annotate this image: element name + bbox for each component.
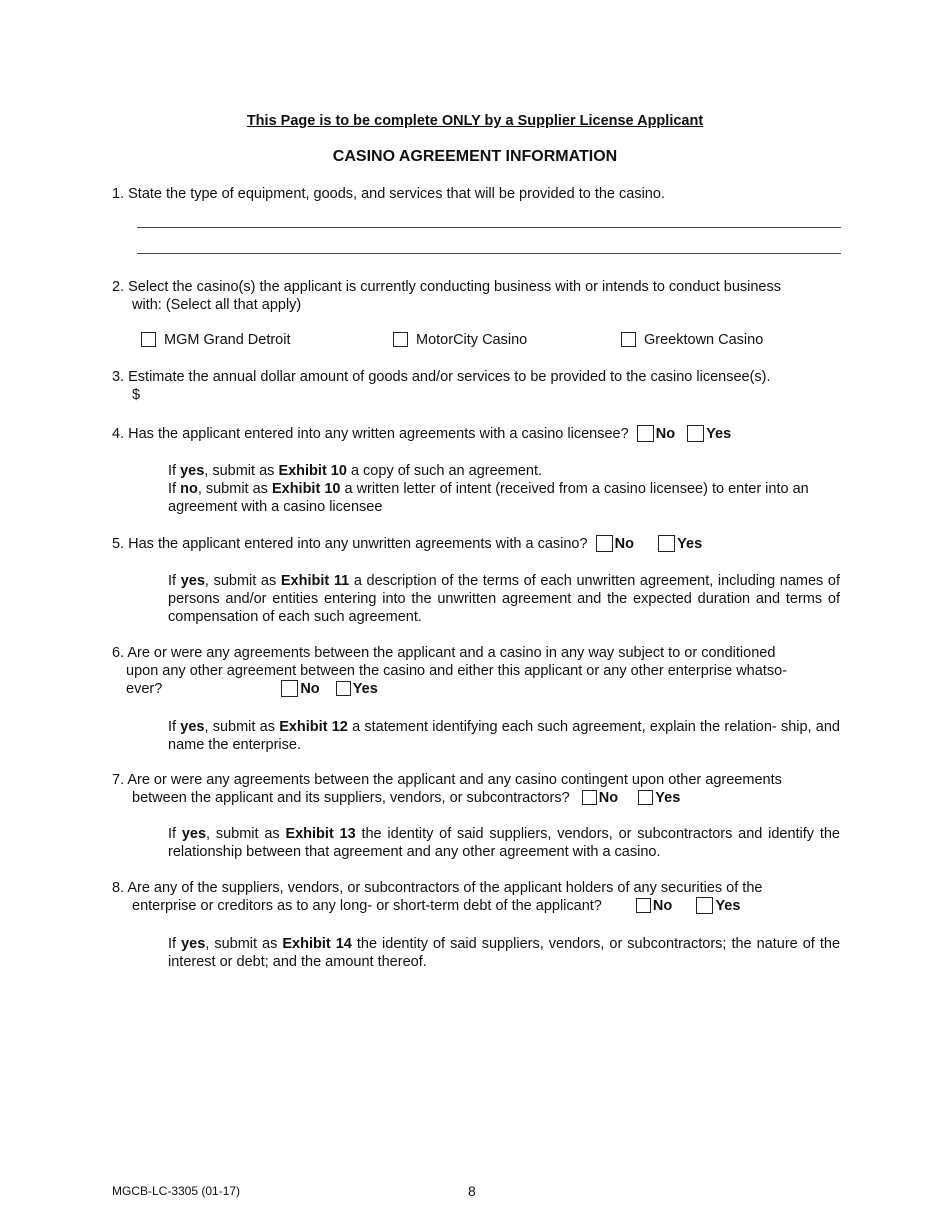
q7-no-label: No [598,790,619,806]
question-8-line2-row [112,897,842,915]
question-8-instructions: If yes, submit as Exhibit 14 the identity of said suppliers, vendors, or subcontractors; the nature of the interest or debt; and the amount thereof. [168,936,841,970]
casino-option-motorcity[interactable] [393,331,527,349]
question-7-number: 7. [112,772,125,788]
form-code: MGCB-LC-3305 (01-17) [112,1184,241,1198]
question-2-number: 2. [112,279,125,295]
question-8-number: 8. [112,880,125,896]
question-4-instructions [168,462,840,516]
question-6-line3: ever? [126,681,163,697]
question-6-number: 6. [112,645,125,661]
q4-yes-instruction: If yes, submit as Exhibit 10 a copy of such an agreement. [168,463,543,479]
question-7-instructions: If yes, submit as Exhibit 13 the identity of said suppliers, vendors, or subcontractors and identify the relationship between that agreement and any other agreement with a casino. [168,826,840,860]
answer-line-1[interactable] [137,227,841,228]
question-1-number: 1. [112,186,125,202]
question-6-instructions: If yes, submit as Exhibit 12 a statement identifying each such agreement, explain the relation- ship, and name the enterprise. [168,719,840,753]
q5-yes-label: Yes [677,536,703,552]
question-3-number: 3. [112,369,125,385]
question-1 [112,185,842,203]
q5-no-label: No [614,536,634,552]
q7-yes-checkbox[interactable] [638,790,653,805]
q8-yes-label: Yes [715,898,741,914]
mgm-label: MGM Grand Detroit [164,332,291,348]
motorcity-checkbox[interactable] [393,332,408,347]
question-8-line2: enterprise or creditors as to any long- or short-term debt of the applicant? [132,898,602,914]
question-4 [112,425,842,443]
q4-yes-checkbox[interactable] [687,425,704,442]
dollar-sign: $ [132,387,141,403]
q5-no-checkbox[interactable] [596,535,613,552]
question-3 [112,368,842,404]
question-6 [112,644,842,698]
question-8 [112,879,842,915]
q6-yes-checkbox[interactable] [336,681,351,696]
question-5 [112,535,842,553]
greektown-label: Greektown Casino [644,332,764,348]
q6-no-label: No [300,681,320,697]
question-8-line1: Are any of the suppliers, vendors, or subcontractors of the applicant holders of any securities of the [127,880,763,896]
question-6-line3-row [112,680,842,698]
question-6-line1: Are or were any agreements between the applicant and a casino in any way subject to or conditioned [127,645,776,661]
question-7-line1: Are or were any agreements between the applicant and any casino contingent upon other agreements [127,772,782,788]
q7-yes-label: Yes [655,790,681,806]
motorcity-label: MotorCity Casino [416,332,528,348]
q4-yes-label: Yes [706,426,732,442]
q4-no-instruction: If no, submit as Exhibit 10 a written letter of intent (received from a casino licensee) to enter into an agreement with a casino licensee [168,481,809,515]
q4-no-label: No [655,426,676,442]
question-7-line2-row [112,789,842,807]
question-7 [112,771,842,807]
q5-yes-checkbox[interactable] [658,535,675,552]
question-7-line2: between the applicant and its suppliers, vendors, or subcontractors? [132,790,570,806]
question-6-line2: upon any other agreement between the casino and either this applicant or any other enterprise whatso- [126,663,787,679]
question-4-number: 4. [112,426,125,442]
q6-yes-label: Yes [352,681,378,697]
question-1-text: State the type of equipment, goods, and services that will be provided to the casino. [128,186,665,202]
page-number: 8 [468,1183,476,1199]
q8-yes-checkbox[interactable] [696,897,713,914]
question-5-text: Has the applicant entered into any unwritten agreements with a casino? [128,536,588,552]
question-2 [112,278,842,314]
answer-line-2[interactable] [137,253,841,254]
page-title: CASINO AGREEMENT INFORMATION [332,148,618,165]
casino-option-mgm[interactable] [141,331,291,349]
q8-no-label: No [652,898,673,914]
casino-option-greektown[interactable] [621,331,763,349]
mgm-checkbox[interactable] [141,332,156,347]
q8-no-checkbox[interactable] [636,898,651,913]
question-5-number: 5. [112,536,125,552]
question-2-line1: Select the casino(s) the applicant is currently conducting business with or intends to conduct business [128,279,781,295]
q6-no-checkbox[interactable] [281,680,298,697]
supplier-notice: This Page is to be complete ONLY by a Supplier License Applicant [246,113,704,129]
question-5-instructions: If yes, submit as Exhibit 11 a description of the terms of each unwritten agreement, including names of persons and/or entities entering into the unwritten agreement and the expected duration and terms of compensation of each such agreement. [168,573,841,625]
question-2-line2: with: (Select all that apply) [132,297,302,313]
question-3-text: Estimate the annual dollar amount of goods and/or services to be provided to the casino licensee(s). [128,369,771,385]
question-4-text: Has the applicant entered into any written agreements with a casino licensee? [128,426,629,442]
dollar-amount-field[interactable] [112,386,842,404]
q7-no-checkbox[interactable] [582,790,597,805]
q4-no-checkbox[interactable] [637,425,654,442]
greektown-checkbox[interactable] [621,332,636,347]
